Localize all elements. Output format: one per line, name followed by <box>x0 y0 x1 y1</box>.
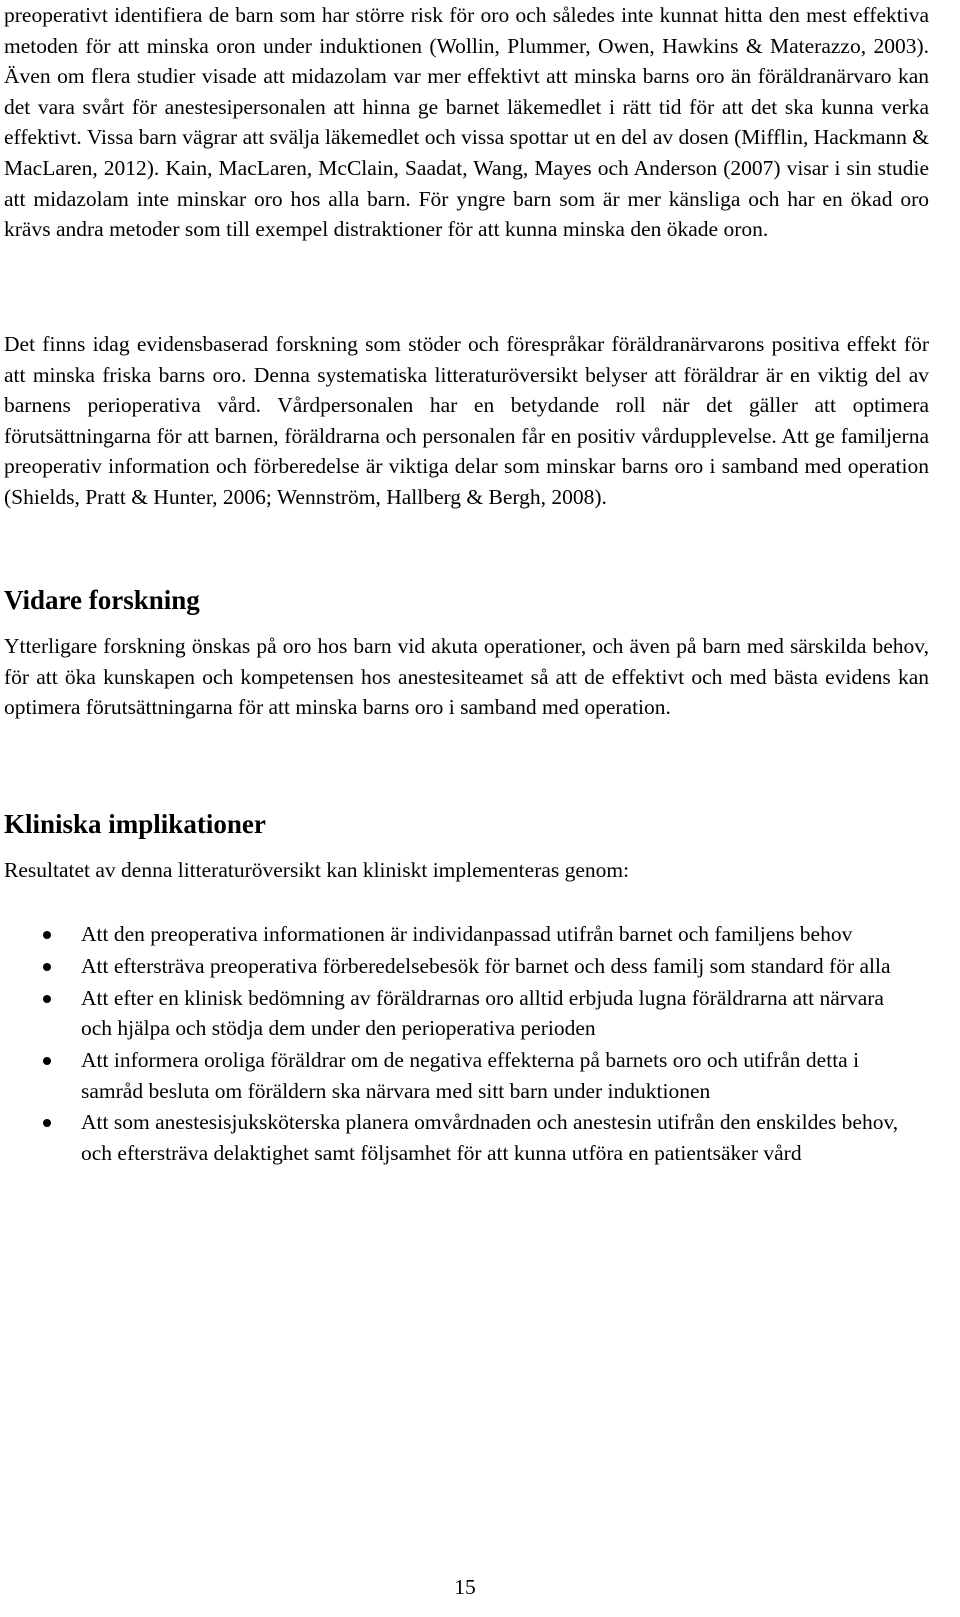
section-heading-further-research: Vidare forskning <box>4 585 200 615</box>
list-item-text: Att som anestesisjuksköterska planera omvårdnaden och anestesin utifrån den enskildes behov, och eftersträva delaktighet samt följsamhet för att kunna utföra en patientsäker vård <box>81 1110 899 1165</box>
list-item <box>4 1107 929 1168</box>
bullet-icon <box>43 995 51 1003</box>
section-heading-clinical-implications: Kliniska implikationer <box>4 809 266 839</box>
list-item <box>4 951 929 982</box>
body-paragraph-3: Ytterligare forskning önskas på oro hos barn vid akuta operationer, och även på barn med särskilda behov, för att öka kunskapen och kompetensen hos anestesiteamet så att de effektivt och med bästa evidens kan optimera förutsättningarna för att minska barns oro i samband med operation. <box>4 634 929 720</box>
list-item-text: Att eftersträva preoperativa förberedelsebesök för barnet och dess familj som standard för alla <box>81 953 891 978</box>
list-item-text: Att informera oroliga föräldrar om de negativa effekterna på barnets oro och utifrån detta i samråd besluta om föräldern ska närvara med sitt barn under induktionen <box>81 1047 860 1103</box>
bullet-icon <box>43 1119 51 1127</box>
body-paragraph-1: preoperativt identifiera de barn som har större risk för oro och således inte kunnat hitta den mest effektiva metoden för att minska oron under induktionen (Wollin, Plummer, Owen, Hawkins & Materazzo, 2003). Även om flera studier visade att midazolam var mer effektivt att minska barns oro än föräldranärvaro kan det vara svårt för anestesipersonalen att hinna ge barnet läkemedlet i rätt tid för att det ska kunna verka effektivt. Vissa barn vägrar att svälja läkemedlet och vissa spottar ut en del av dosen (Mifflin, Hackmann & MacLaren, 2012). Kain, MacLaren, McClain, Saadat, Wang, Mayes och Anderson (2007) visar i sin studie att midazolam inte minskar oro hos alla barn. För yngre barn som är mer känsliga och har en ökad oro krävs andra metoder som till exempel distraktioner för att kunna minska den ökade oron. <box>4 3 929 242</box>
list-item <box>4 919 929 950</box>
bullet-icon <box>43 931 51 939</box>
list-item-text: Att den preoperativa informationen är individanpassad utifrån barnet och familjens behov <box>81 922 853 946</box>
bullet-icon <box>43 963 51 971</box>
implications-bullet-list <box>4 919 929 1169</box>
list-item <box>4 1045 929 1106</box>
body-paragraph-4: Resultatet av denna litteraturöversikt kan kliniskt implementeras genom: <box>4 858 630 882</box>
body-paragraph-2: Det finns idag evidensbaserad forskning som stöder och förespråkar föräldranärvarons positiva effekt för att minska friska barns oro. Denna systematiska litteraturöversikt belyser att föräldrar är en viktig del av barnens perioperativa vård. Vårdpersonalen har en betydande roll när det gäller att optimera förutsättningarna för att barnen, föräldrarna och personalen får en positiv vårdupplevelse. Att ge familjerna preoperativ information och förberedelse är viktiga delar som minskar barns oro i samband med operation (Shields, Pratt & Hunter, 2006; Wennström, Hallberg & Bergh, 2008). <box>4 332 929 509</box>
page-number: 15 <box>454 1575 476 1599</box>
list-item-text: Att efter en klinisk bedömning av föräldrarnas oro alltid erbjuda lugna föräldrarna att närvara och hjälpa och stödja dem under den perioperativa perioden <box>81 985 884 1041</box>
bullet-icon <box>43 1057 51 1065</box>
list-item <box>4 983 929 1044</box>
